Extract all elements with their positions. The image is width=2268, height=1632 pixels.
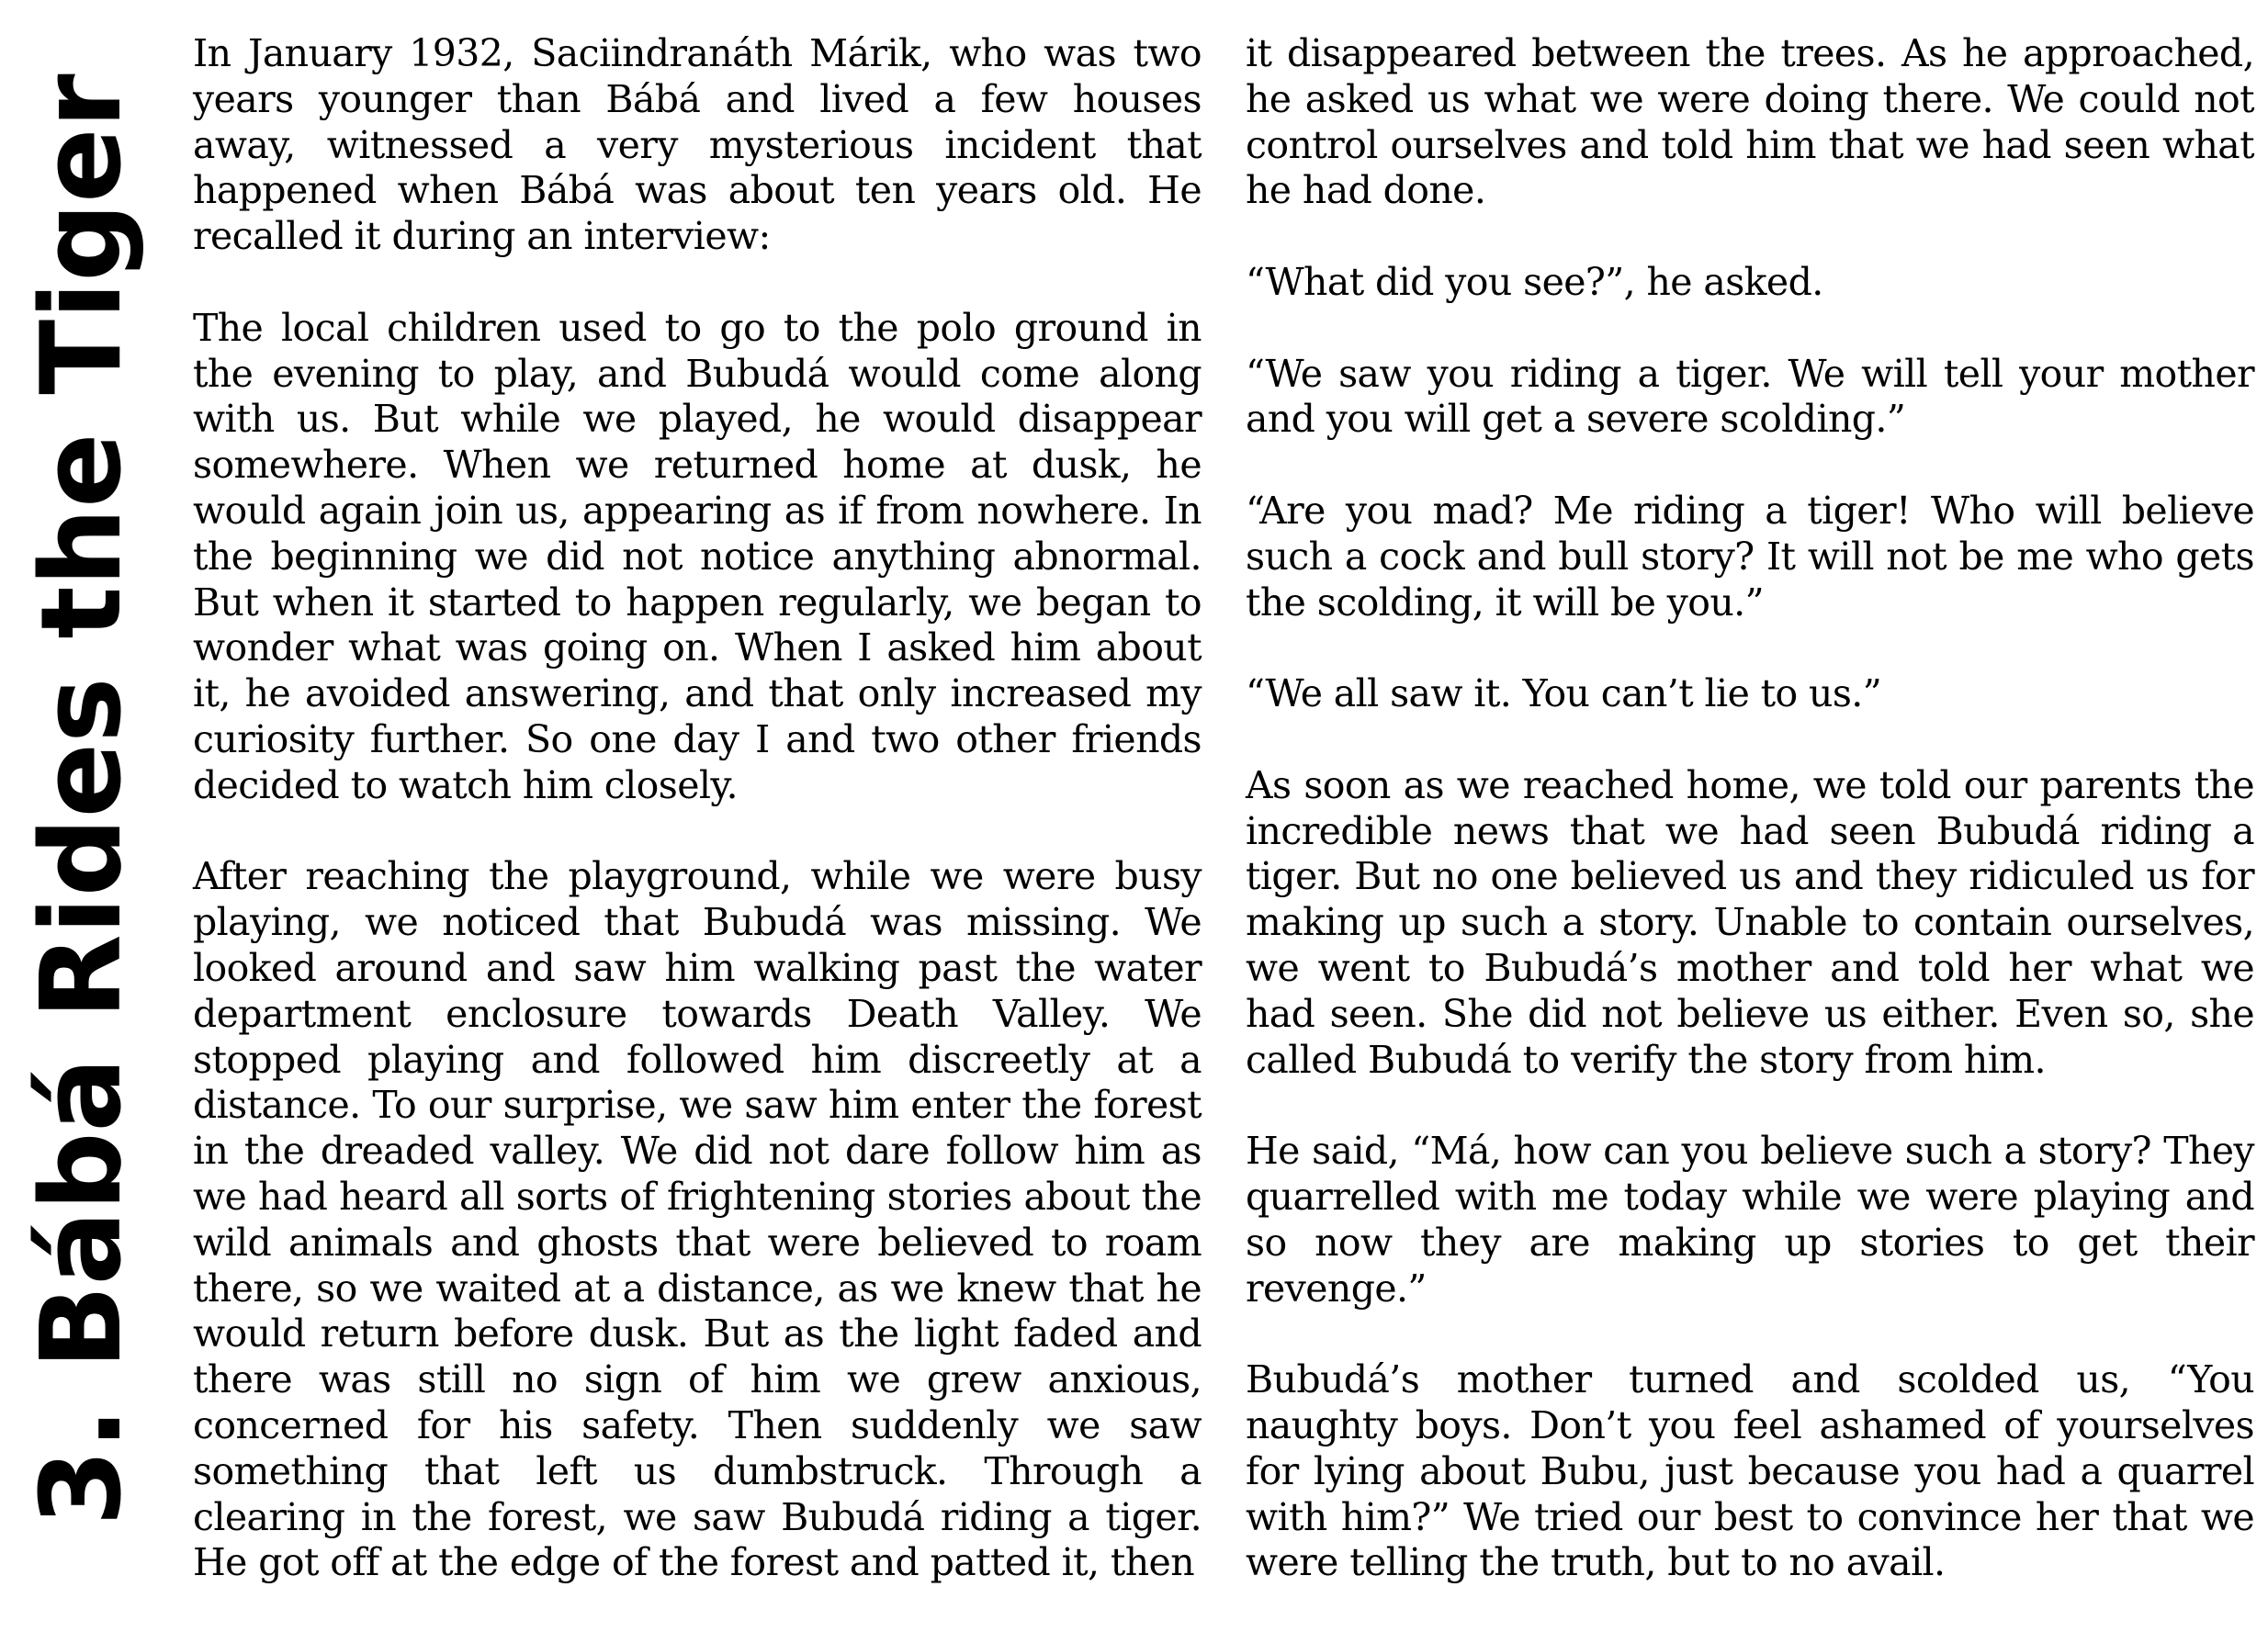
paragraph: Bubudá’s mother turned and scolded us, “You naughty boys. Don’t you feel ashamed of yourselves for lying about Bubu, just because you had a quarrel with him?” We tried our best to convince her that we were telling the truth, but to no avail. — [1246, 1357, 2254, 1585]
left-column — [193, 31, 1202, 1632]
paragraph: it disappeared between the trees. As he approached, he asked us what we were doing there. We could not control ourselves and told him that we had seen what he had done. — [1246, 31, 2254, 213]
paragraph: “Are you mad? Me riding a tiger! Who will believe such a cock and bull story? It will not be me who gets the scolding, it will be you.” — [1246, 488, 2254, 625]
paragraph: “We all saw it. You can’t lie to us.” — [1246, 671, 1882, 716]
paragraph: The local children used to go to the polo ground in the evening to play, and Bubudá would come along with us. But while we played, he would disappear somewhere. When we returned home at dusk, he would again join us, appearing as if from nowhere. In the beginning we did not notice anything abnormal. But when it started to happen regularly, we began to wonder what was going on. When I asked him about it, he avoided answering, and that only increased my curiosity further. So one day I and two other friends decided to watch him closely. — [193, 305, 1202, 807]
right-column — [1246, 31, 2254, 1632]
paragraph: As soon as we reached home, we told our parents the incredible news that we had seen Bubudá riding a tiger. But no one believed us and they ridiculed us for making up such a story. Unable to contain ourselves, we went to Bubudá’s mother and told her what we had seen. She did not believe us either. Even so, she called Bubudá to verify the story from him. — [1246, 762, 2254, 1082]
paragraph: He said, “Má, how can you believe such a story? They quarrelled with me today while we were playing and so now they are making up stories to get their revenge.” — [1246, 1129, 2254, 1311]
paragraph: “We saw you riding a tiger. We will tell your mother and you will get a severe scolding.” — [1246, 351, 2254, 442]
chapter-title-band — [0, 0, 165, 1600]
paragraph: After reaching the playground, while we were busy playing, we noticed that Bubudá was missing. We looked around and saw him walking past the water department enclosure towards Death Valley. We stopped playing and followed him discreetly at a distance. To our surprise, we saw him enter the forest in the dreaded valley. We did not dare follow him as we had heard all sorts of frightening stories about the wild animals and ghosts that were believed to roam there, so we waited at a distance, as we knew that he would return before dusk. But as the light faded and there was still no sign of him we grew anxious, concerned for his safety. Then suddenly we saw something that left us dumbstruck. Through a clearing in the forest, we saw Bubudá riding a tiger. He got off at the edge of the forest and patted it, then — [193, 854, 1202, 1585]
paragraph: “What did you see?”, he asked. — [1246, 259, 1823, 304]
chapter-title: 3. Bábá Rides the Tiger — [18, 73, 146, 1526]
paragraph: In January 1932, Saciindranáth Márik, who was two years younger than Bábá and lived a few houses away, witnessed a very mysterious incident that happened when Bábá was about ten years old. He recalled it during an interview: — [193, 31, 1202, 259]
